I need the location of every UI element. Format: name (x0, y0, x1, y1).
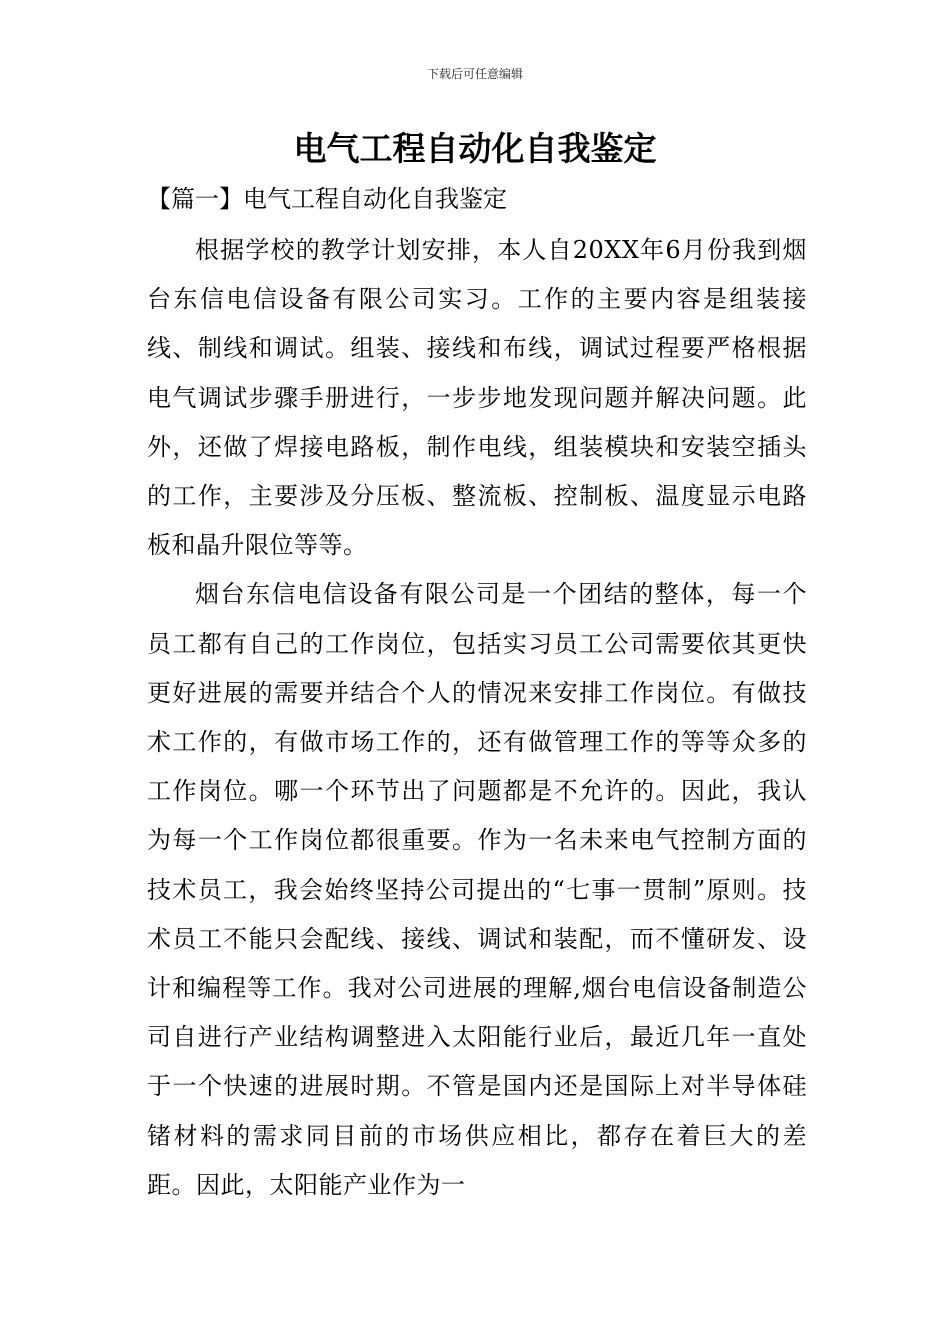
paragraph: 烟台东信电信设备有限公司是一个团结的整体，每一个员工都有自己的工作岗位，包括实习员工公司需要依其更快更好进展的需要并结合个人的情况来安排工作岗位。有做技术工作的，有做市场工作的，还有做管理工作的等等众多的工作岗位。哪一个环节出了问题都是不允许的。因此，我认为每一个工作岗位都很重要。作为一名未来电气控制方面的技术员工，我会始终坚持公司提出的“七事一贯制”原则。技术员工不能只会配线、接线、调试和装配，而不懂研发、设计和编程等工作。我对公司进展的理解,烟台电信设备制造公司自进行产业结构调整进入太阳能行业后，最近几年一直处于一个快速的进展时期。不管是国内还是国际上对半导体硅锗材料的需求同目前的市场供应相比，都存在着巨大的差距。因此，太阳能产业作为一 (147, 580, 807, 1199)
header-note: 下载后可任意编辑 (426, 67, 523, 81)
section-heading: 【篇一】电气工程自动化自我鉴定 (147, 185, 507, 213)
paragraph: 根据学校的教学计划安排，本人自20XX年6月份我到烟台东信电信设备有限公司实习。工作的主要内容是组装接线、制线和调试。组装、接线和布线，调试过程要严格根据电气调试步骤手册进行，一步步地发现问题并解决问题。此外，还做了焊接电路板，制作电线，组装模块和安装空插头的工作，主要涉及分压板、整流板、控制板、温度显示电路板和晶升限位等等。 (147, 236, 807, 560)
document-body (147, 226, 807, 1210)
document-title: 电气工程自动化自我鉴定 (293, 129, 657, 168)
